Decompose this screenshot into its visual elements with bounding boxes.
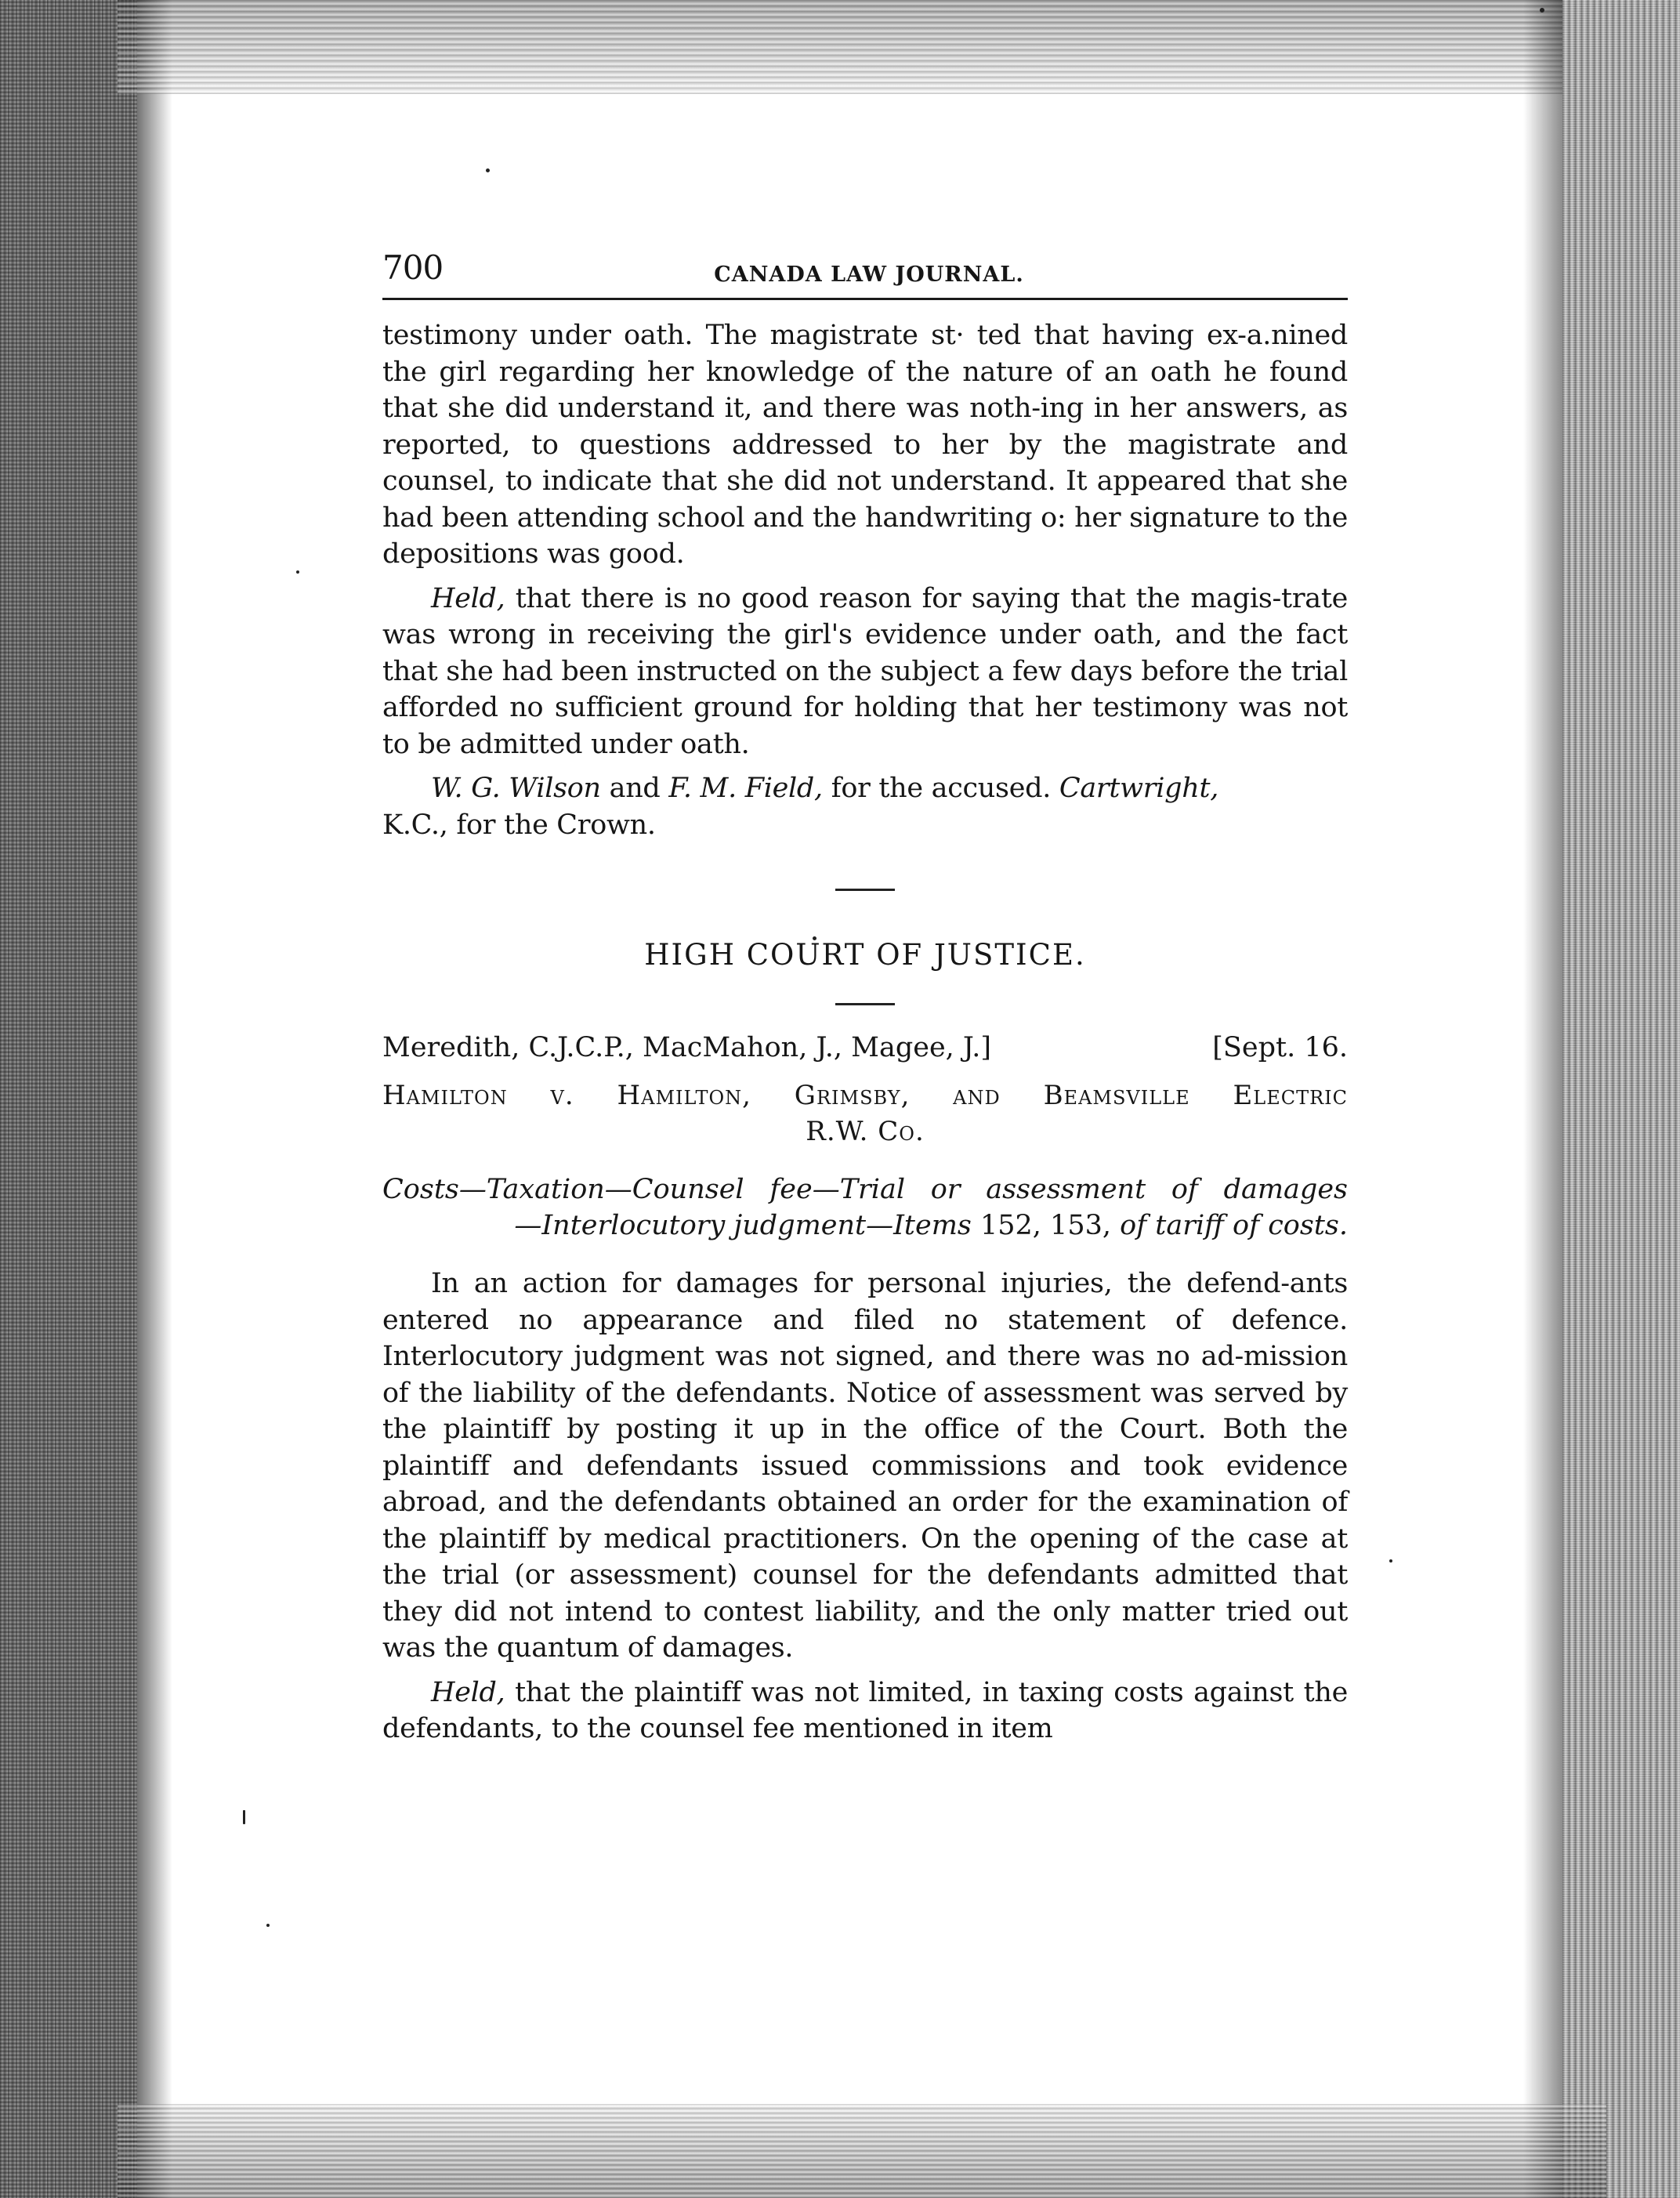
journal-page — [382, 235, 1348, 1747]
held-label: Held, — [431, 1676, 505, 1708]
catchline — [382, 1171, 1348, 1244]
case-title-line: R.W. Co. — [806, 1116, 925, 1147]
scan-speck — [1389, 1559, 1392, 1562]
catchline-line — [382, 1208, 1348, 1244]
scan-shadow-right-fade — [1523, 0, 1562, 2198]
page-number: 700 — [382, 248, 444, 287]
held-label: Held, — [431, 582, 505, 614]
scan-speck — [266, 1924, 270, 1927]
case-title — [382, 1077, 1348, 1150]
counsel-name: F. M. Field, — [668, 773, 823, 804]
catchline-line: Costs—Taxation—Counsel fee—Trial or assessment of damages — [382, 1174, 1348, 1205]
catchline-text: —Interlocutory judgment—Items — [514, 1210, 980, 1241]
scan-shadow-top — [118, 0, 1606, 94]
held-paragraph — [382, 581, 1348, 763]
scan-shadow-left-fade — [137, 0, 172, 2198]
counsel-text: K.C., for the Crown. — [382, 809, 656, 841]
section-divider — [835, 889, 895, 891]
counsel-text: and — [600, 773, 669, 804]
counsel-text: for the accused. — [822, 773, 1059, 804]
counsel-name: Cartwright, — [1059, 773, 1219, 804]
court-heading: HIGH COURT OF JUSTICE. — [644, 938, 1086, 972]
held-paragraph — [382, 1675, 1348, 1747]
scan-speck — [486, 168, 490, 172]
counsel-name: W. G. Wilson — [431, 773, 601, 804]
scan-shadow-right — [1562, 0, 1680, 2198]
held-text: that there is no good reason for saying that the magis-trate was wrong in receiving the girl's evidence under oath, and the fact that she had been instructed on the subject a few days before the trial afforded no sufficient ground for holding that her testimony was not to be admitted under oath. — [382, 582, 1348, 760]
catchline-text: of tariff of costs. — [1111, 1210, 1348, 1241]
judges: Meredith, C.J.C.P., MacMahon, J., Magee, J.] — [382, 1032, 992, 1063]
scan-speck — [243, 1810, 245, 1824]
judges-line — [382, 1032, 1348, 1063]
case-title-line: Hamilton v. Hamilton, Grimsby, and Beamsville Electric — [382, 1080, 1348, 1111]
decision-date: [Sept. 16. — [1212, 1032, 1348, 1063]
page-header — [382, 235, 1348, 300]
scan-speck — [1540, 8, 1544, 13]
scan-shadow-bottom — [118, 2104, 1606, 2198]
counsel-paragraph — [382, 770, 1348, 843]
catchline-items: 152, 153, — [980, 1210, 1111, 1241]
scan-speck — [296, 570, 299, 574]
section-divider — [835, 1003, 895, 1005]
facts-paragraph: In an action for damages for personal injuries, the defend-ants entered no appearance and filed no statement of defence. Interlocutory judgment was not signed, and there was no ad-mission of the liability of the defendants. Notice of assessment was served by the plaintiff by posting it up in the office of the Court. Both the plaintiff and defendants issued commissions and took evidence abroad, and the defendants obtained an order for the examination of the plaintiff by medical practitioners. On the opening of the case at the trial (or assessment) counsel for the defendants admitted that they did not intend to contest liability, and the only matter tried out was the quantum of damages. — [382, 1268, 1348, 1664]
scan-shadow-left — [0, 0, 137, 2198]
body-paragraph-continued: testimony under oath. The magistrate st· ted that having ex-a.nined the girl regarding her knowledge of the nature of an oath he found that she did understand it, and there was noth-ing in her answers, as reported, to questions addressed to her by the magistrate and counsel, to indicate that she did not understand. It appeared that she had been attending school and the handwriting o: her signature to the depositions was good. — [382, 320, 1349, 570]
held-text: that the plaintiff was not limited, in taxing costs against the defendants, to the counsel fee mentioned in item — [382, 1676, 1348, 1744]
running-head: CANADA LAW JOURNAL. — [714, 263, 1024, 287]
